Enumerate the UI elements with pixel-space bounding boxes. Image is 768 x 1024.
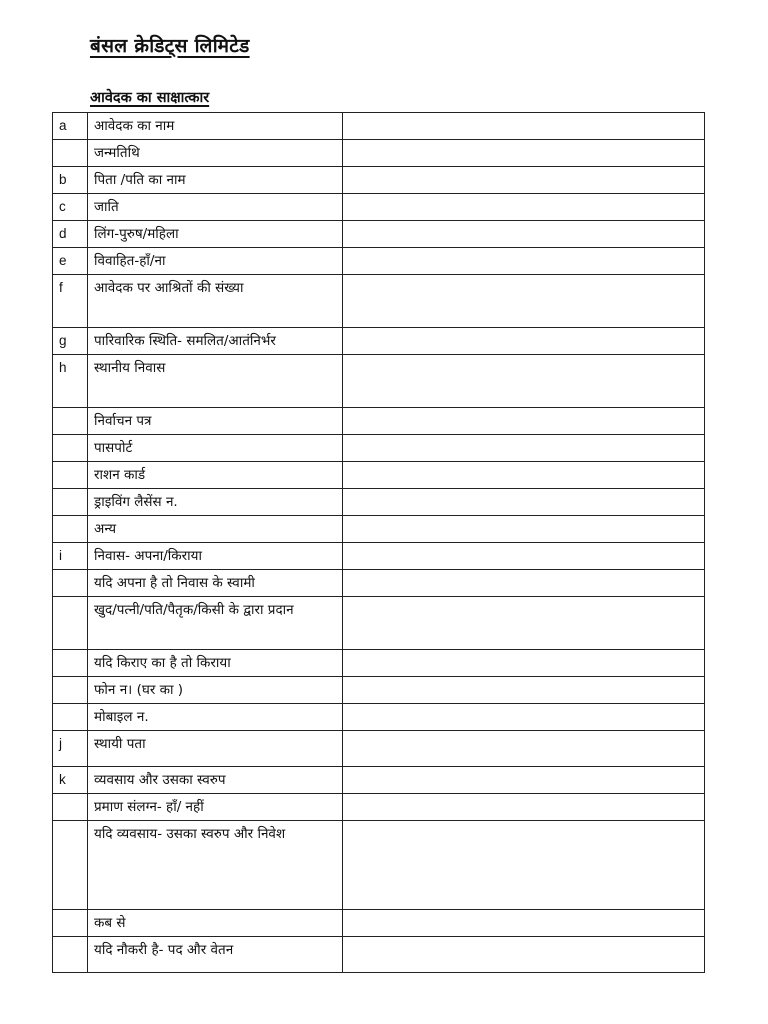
row-label: ड्राइविंग लैसेंस न. <box>88 489 343 516</box>
row-value-field[interactable] <box>343 910 705 937</box>
row-letter <box>53 650 88 677</box>
row-letter: f <box>53 275 88 328</box>
form-row <box>53 937 705 973</box>
form-row <box>53 704 705 731</box>
row-value-field[interactable] <box>343 597 705 650</box>
form-row <box>53 731 705 767</box>
row-value-field[interactable] <box>343 113 705 140</box>
row-letter: e <box>53 248 88 275</box>
form-row <box>53 462 705 489</box>
row-value-field[interactable] <box>343 650 705 677</box>
form-row <box>53 221 705 248</box>
row-letter <box>53 677 88 704</box>
row-label: आवेदक का नाम <box>88 113 343 140</box>
row-letter: a <box>53 113 88 140</box>
row-label: स्थानीय निवास <box>88 355 343 408</box>
row-letter: h <box>53 355 88 408</box>
row-value-field[interactable] <box>343 140 705 167</box>
interview-form-table <box>52 112 705 973</box>
company-title: बंसल क्रेडिट्स लिमिटेड <box>90 35 250 57</box>
form-row <box>53 167 705 194</box>
form-row <box>53 650 705 677</box>
row-label: खुद/पत्नी/पति/पैतृक/किसी के द्वारा प्रदान <box>88 597 343 650</box>
row-label: निर्वाचन पत्र <box>88 408 343 435</box>
row-label: यदि नौकरी है- पद और वेतन <box>88 937 343 973</box>
form-row <box>53 767 705 794</box>
row-label: लिंग-पुरुष/महिला <box>88 221 343 248</box>
row-label: प्रमाण संलग्न- हाँ/ नहीं <box>88 794 343 821</box>
form-row <box>53 275 705 328</box>
form-row <box>53 435 705 462</box>
row-value-field[interactable] <box>343 275 705 328</box>
row-letter: d <box>53 221 88 248</box>
form-subtitle: आवेदक का साक्षात्कार <box>90 90 210 106</box>
row-value-field[interactable] <box>343 543 705 570</box>
row-label: आवेदक पर आश्रितों की संख्या <box>88 275 343 328</box>
row-label: व्यवसाय और उसका स्वरुप <box>88 767 343 794</box>
row-value-field[interactable] <box>343 167 705 194</box>
row-value-field[interactable] <box>343 355 705 408</box>
row-label: मोबाइल न. <box>88 704 343 731</box>
row-value-field[interactable] <box>343 489 705 516</box>
row-letter <box>53 794 88 821</box>
row-letter <box>53 435 88 462</box>
row-letter <box>53 704 88 731</box>
row-value-field[interactable] <box>343 704 705 731</box>
row-label: जन्मतिथि <box>88 140 343 167</box>
row-value-field[interactable] <box>343 794 705 821</box>
row-value-field[interactable] <box>343 435 705 462</box>
row-letter <box>53 516 88 543</box>
form-row <box>53 516 705 543</box>
form-row <box>53 113 705 140</box>
row-label: फोन न। (घर का ) <box>88 677 343 704</box>
row-label: यदि किराए का है तो किराया <box>88 650 343 677</box>
row-value-field[interactable] <box>343 462 705 489</box>
row-letter <box>53 937 88 973</box>
form-row <box>53 355 705 408</box>
row-value-field[interactable] <box>343 570 705 597</box>
row-label: यदि अपना है तो निवास के स्वामी <box>88 570 343 597</box>
row-letter <box>53 140 88 167</box>
form-row <box>53 408 705 435</box>
row-value-field[interactable] <box>343 821 705 910</box>
row-label: पारिवारिक स्थिति- समलित/आतंनिर्भर <box>88 328 343 355</box>
row-label: यदि व्यवसाय- उसका स्वरुप और निवेश <box>88 821 343 910</box>
form-row <box>53 194 705 221</box>
row-letter <box>53 821 88 910</box>
row-label: निवास- अपना/किराया <box>88 543 343 570</box>
row-label: जाति <box>88 194 343 221</box>
form-row <box>53 910 705 937</box>
row-letter <box>53 597 88 650</box>
row-value-field[interactable] <box>343 937 705 973</box>
row-label: अन्य <box>88 516 343 543</box>
row-value-field[interactable] <box>343 516 705 543</box>
form-row <box>53 489 705 516</box>
row-value-field[interactable] <box>343 731 705 767</box>
row-label: स्थायी पता <box>88 731 343 767</box>
row-value-field[interactable] <box>343 328 705 355</box>
row-label: पासपोर्ट <box>88 435 343 462</box>
row-label: विवाहित-हाँ/ना <box>88 248 343 275</box>
row-letter: i <box>53 543 88 570</box>
form-row <box>53 570 705 597</box>
row-value-field[interactable] <box>343 408 705 435</box>
row-letter: k <box>53 767 88 794</box>
form-row <box>53 543 705 570</box>
row-letter: g <box>53 328 88 355</box>
row-value-field[interactable] <box>343 677 705 704</box>
form-row <box>53 140 705 167</box>
form-row <box>53 794 705 821</box>
row-letter <box>53 489 88 516</box>
form-row <box>53 677 705 704</box>
row-value-field[interactable] <box>343 767 705 794</box>
row-letter: c <box>53 194 88 221</box>
row-label: राशन कार्ड <box>88 462 343 489</box>
row-value-field[interactable] <box>343 221 705 248</box>
row-letter: j <box>53 731 88 767</box>
row-letter <box>53 462 88 489</box>
row-value-field[interactable] <box>343 248 705 275</box>
form-row <box>53 328 705 355</box>
form-row <box>53 248 705 275</box>
row-letter <box>53 910 88 937</box>
row-letter <box>53 408 88 435</box>
row-letter: b <box>53 167 88 194</box>
row-label: पिता /पति का नाम <box>88 167 343 194</box>
row-letter <box>53 570 88 597</box>
form-row <box>53 597 705 650</box>
row-label: कब से <box>88 910 343 937</box>
form-row <box>53 821 705 910</box>
row-value-field[interactable] <box>343 194 705 221</box>
